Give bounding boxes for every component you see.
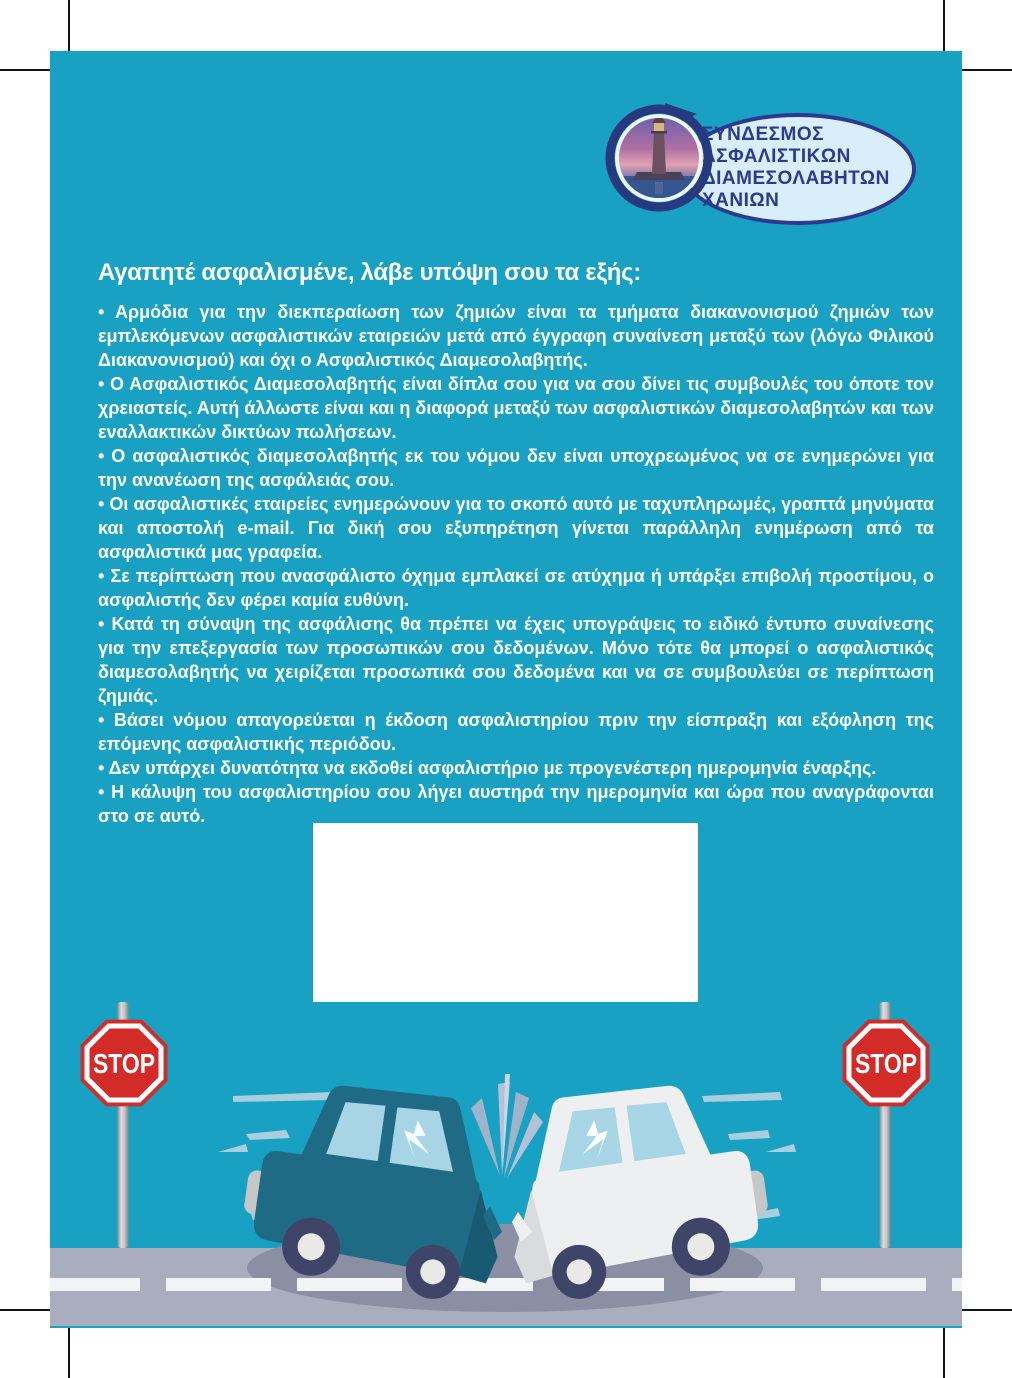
bullet-item: • Η κάλυψη του ασφαλιστηρίου σου λήγει αυστηρά την ημερομηνία και ώρα που αναγράφονται στο σε αυτό. bbox=[98, 782, 934, 826]
page-title: Αγαπητέ ασφαλισμένε, λάβε υπόψη σου τα εξής: bbox=[98, 259, 642, 286]
crop-mark bbox=[957, 1309, 1012, 1311]
bullet-item: • Βάσει νόμου απαγορεύεται η έκδοση ασφαλιστηρίου πριν την είσπραξη και εξόφληση της επόμενης ασφαλιστικής περιόδου. bbox=[98, 710, 934, 754]
bullet-item: • Ο ασφαλιστικός διαμεσολαβητής εκ του νόμου δεν είναι υποχρεωμένος να σε ενημερώνει για την ανανέωση της ασφάλειάς σου. bbox=[98, 446, 934, 490]
stop-sign-icon bbox=[81, 1020, 168, 1107]
bullet-item: • Οι ασφαλιστικές εταιρείες ενημερώνουν για το σκοπό αυτό με ταχυπληρωμές, γραπτά μηνύματα και αποστολή e-mail. Για δική σου εξυπηρέτηση γίνεται παράλληλη ενημέρωση από τα ασφαλιστικά μας γραφεία. bbox=[98, 494, 934, 562]
crop-mark bbox=[68, 1322, 70, 1378]
bullet-list bbox=[98, 300, 934, 828]
logo-line: ΔΙΑΜΕΣΟΛΑΒΗΤΩΝ bbox=[702, 168, 890, 189]
bullet-item: • Σε περίπτωση που ανασφάλιστο όχημα εμπλακεί σε ατύχημα ή υπάρξει επιβολή προστίμου, ο ασφαλιστής δεν φέρει καμία ευθύνη. bbox=[98, 566, 934, 610]
road-markings bbox=[50, 1278, 962, 1291]
logo-line: ΑΣΦΑΛΙΣΤΙΚΩΝ bbox=[702, 146, 851, 167]
logo-line: ΣΥΝΔΕΣΜΟΣ bbox=[702, 124, 825, 145]
impact-spikes bbox=[471, 1074, 543, 1178]
crop-mark bbox=[0, 69, 55, 71]
stamp-box bbox=[313, 823, 698, 1002]
flyer-panel bbox=[50, 51, 962, 1328]
stop-sign-icon bbox=[843, 1020, 930, 1107]
logo-text bbox=[702, 124, 917, 212]
stop-sign-label: STOP bbox=[855, 1048, 917, 1079]
bullet-item: • Κατά τη σύναψη της ασφάλισης θα πρέπει να έχεις υπογράψεις το ειδικό έντυπο συναίνεσης για την επεξεργασία των προσωπικών σου δεδομένων. Μόνο τότε θα μπορεί ο ασφαλιστικός διαμεσολαβητής να χειρίζεται προσωπικά σου δεδομένα και να σε συμβουλεύει σε περίπτωση ζημιάς. bbox=[98, 614, 934, 706]
stop-sign-label: STOP bbox=[93, 1048, 155, 1079]
crop-mark bbox=[68, 0, 70, 56]
bullet-item: • Ο Ασφαλιστικός Διαμεσολαβητής είναι δίπλα σου για να σου δίνει τις συμβουλές του όποτε τον χρειαστείς. Αυτή άλλωστε είναι και η διαφορά μεταξύ των ασφαλιστικών διαμεσολαβητών και των εναλλακτικών δικτύων πωλήσεων. bbox=[98, 374, 934, 442]
crash-illustration bbox=[50, 1000, 962, 1328]
bullet-item: • Δεν υπάρχει δυνατότητα να εκδοθεί ασφαλιστήριο με προγενέστερη ημερομηνία έναρξης. bbox=[98, 758, 877, 778]
crop-mark bbox=[957, 69, 1012, 71]
crop-mark bbox=[943, 1322, 945, 1378]
crop-mark bbox=[943, 0, 945, 56]
lighthouse-circular-arrow-icon bbox=[603, 102, 715, 214]
bullet-item: • Αρμόδια για την διεκπεραίωση των ζημιών είναι τα τμήματα διακανονισμού ζημιών των εμπλεκόμενων ασφαλιστικών εταιρειών μετά από έγγραφη συναίνεση μεταξύ των (λόγω Φιλικού Διακανονισμού) και όχι ο Ασφαλιστικός Διαμεσολαβητής. bbox=[98, 302, 934, 370]
crop-mark bbox=[0, 1309, 55, 1311]
logo-line: ΧΑΝΙΩΝ bbox=[702, 190, 780, 211]
